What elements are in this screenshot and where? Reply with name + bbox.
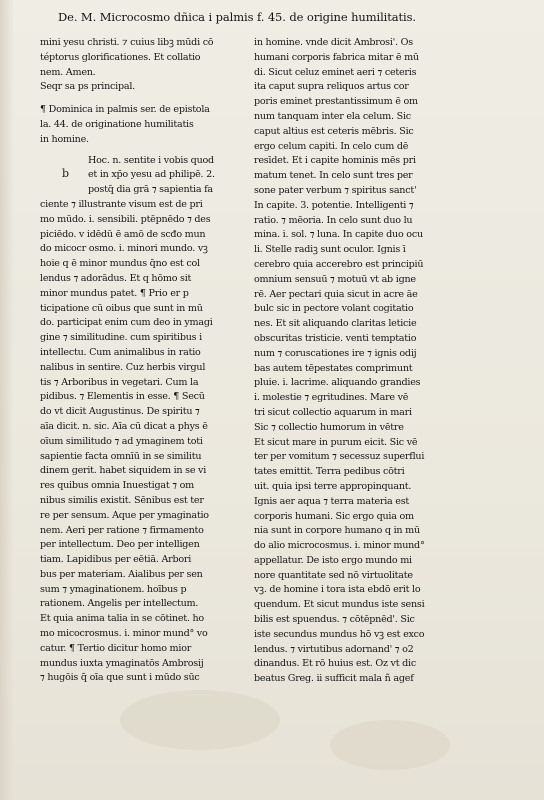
text-line: Et sicut mare in purum eicit. Sic vē	[254, 436, 418, 448]
text-line: nem. Aeri per ratione ⁊ firmamento	[40, 524, 204, 536]
marginal-letter: b	[62, 167, 70, 180]
right-column	[254, 36, 466, 687]
text-line: tis ⁊ Arboribus in vegetari. Cum la	[40, 376, 199, 388]
text-line: bulc sic in pectore volant cogitatio	[254, 303, 414, 315]
text-line: sone pater verbum ⁊ spiritus sanct'	[254, 184, 417, 196]
text-line: mo mūdo. i. sensibili. ptēpnēdo ⁊ des	[40, 213, 211, 225]
text-line: mundus iuxta ymaginatōs Ambrosij	[40, 657, 204, 669]
top-lines-block	[40, 36, 245, 95]
text-line: nalibus in sentire. Cuz herbis virgul	[40, 361, 206, 373]
text-line: tates emittit. Terra pedibus cōtri	[254, 466, 405, 478]
indented-line: Hoc. n. sentite i vobis quod	[88, 154, 214, 166]
text-line: ratio. ⁊ mēoria. In celo sunt duo lu	[254, 214, 413, 226]
text-line: do vt dicit Augustinus. De spiritu ⁊	[40, 406, 200, 418]
text-line: appellatur. De isto ergo mundo mi	[254, 554, 412, 566]
text-line: bas autem tēpestates comprimunt	[254, 362, 413, 374]
text-line: Ignis aer aqua ⁊ terra materia est	[254, 495, 410, 507]
text-line: ergo celum capiti. In celo cum dē	[254, 140, 409, 152]
text-line: oīum similitudo ⁊ ad ymaginem toti	[40, 435, 203, 447]
heading-line: in homine.	[40, 133, 89, 145]
indented-line: postq̄ dia grā ⁊ sapientia fa	[88, 184, 213, 196]
text-line: corporis humani. Sic ergo quia om	[254, 510, 414, 522]
text-line: gine ⁊ similitudine. cum spiritibus i	[40, 332, 202, 344]
spacer	[40, 95, 245, 103]
text-line: i. molestie ⁊ egritudines. Mare vē	[254, 392, 409, 404]
text-line: ⁊ hugōis q̄ oīa que sunt i mūdo sūc	[40, 672, 200, 684]
text-line: nibus similis existit. Sēnibus est ter	[40, 494, 204, 506]
text-line: tiam. Lapidibus per eētiā. Arbori	[40, 554, 192, 566]
text-line: tri sicut collectio aquarum in mari	[254, 406, 412, 418]
text-line: minor mundus patet. ¶ Prio er p	[40, 287, 189, 299]
text-line: re per sensum. Aque per ymaginatio	[40, 509, 209, 521]
text-line: di. Sicut celuz eminet aeri ⁊ ceteris	[254, 66, 417, 78]
text-line: resīdet. Et i capite hominis mēs pri	[254, 155, 416, 167]
heading-line: la. 44. de originatione humilitatis	[40, 118, 194, 130]
right-body-text	[254, 36, 466, 687]
text-line: bus per materiam. Aialibus per sen	[40, 568, 203, 580]
text-line: bilis est spuendus. ⁊ cōtēpnēd'. Sic	[254, 614, 415, 626]
text-line: dinandus. Et rō huius est. Oz vt dic	[254, 658, 416, 670]
text-line: mo micocrosmus. i. minor mund° vo	[40, 628, 208, 640]
text-line: nes. Et sit aliquando claritas leticie	[254, 318, 417, 330]
text-line: do micocr osmo. i. minori mundo. vꝫ	[40, 243, 208, 255]
text-line: in homine. vnde dicit Ambrosi'. Os	[254, 37, 413, 48]
text-line: res quibus omnia Inuestigat ⁊ om	[40, 480, 194, 492]
left-body-text	[40, 198, 245, 686]
text-line: ter per vomitum ⁊ secessuz superflui	[254, 451, 425, 463]
text-line: nem. Amen.	[40, 66, 96, 78]
text-line: sum ⁊ ymaginationem. hoībus p	[40, 583, 187, 595]
text-line: Sic ⁊ collectio humorum in vētre	[254, 421, 404, 433]
text-line: téptorus glorificationes. Et collatio	[40, 51, 201, 63]
text-line: per intellectum. Deo per intelligen	[40, 539, 200, 551]
paper-stain	[120, 690, 280, 750]
text-line: iste secundus mundus hō vꝫ est exco	[254, 628, 425, 640]
text-line: quendum. Et sicut mundus iste sensi	[254, 599, 425, 611]
text-line: li. Stelle radiꝫ sunt oculor. Ignis ī	[254, 244, 406, 256]
left-column	[40, 36, 245, 686]
text-line: do alio microcosmus. i. minor mund°	[254, 540, 425, 552]
text-line: lendus ⁊ adorādus. Et q hōmo sit	[40, 272, 192, 284]
text-line: beatus Greg. ii sufficit mala ñ agef	[254, 673, 414, 685]
text-line: sapientie facta omnīū in se similitu	[40, 450, 202, 462]
text-line: mini yesu christi. ⁊ cuius libꝫ mūdi cō	[40, 37, 214, 48]
text-line: pluie. i. lacrime. aliquando grandies	[254, 377, 421, 389]
text-line: aīa dicit. n. sic. Aīa cū dicat a phys ē	[40, 420, 208, 432]
indented-opening	[40, 154, 245, 198]
text-line: ciente ⁊ illustrante visum est de pri	[40, 198, 203, 210]
sermon-heading	[40, 103, 245, 147]
text-line: do. participat enim cum deo in ymagi	[40, 317, 213, 329]
running-header: De. M. Microcosmo dñica i palmis f. 45. de origine humilitatis.	[58, 10, 416, 24]
text-line: nia sunt in corpore humano q in mū	[254, 525, 420, 537]
text-line: lendus. ⁊ virtutibus adornand' ⁊ o2	[254, 643, 414, 655]
text-line: omnium sensuū ⁊ motuū vt ab igne	[254, 273, 416, 285]
text-line: catur. ¶ Tertio dicitur homo mior	[40, 642, 192, 654]
text-line: hoie q ē minor mundus q̄no est col	[40, 258, 200, 270]
text-line: Seqr sa ps principal.	[40, 81, 135, 93]
text-line: piciēdo. v idēdū ē amō de scđo mun	[40, 228, 206, 240]
text-line: ita caput supra reliquos artus cor	[254, 81, 409, 93]
heading-line: ¶ Dominica in palmis ser. de epistola	[40, 104, 210, 116]
text-line: uit. quia ipsi terre appropinquant.	[254, 480, 412, 492]
text-line: obscuritas tristicie. venti temptatio	[254, 332, 417, 344]
text-line: humani corporis fabrica mitar ē mū	[254, 51, 419, 63]
text-line: cerebro quia accerebro est principiū	[254, 258, 424, 270]
indented-line: et in xp̄o yesu ad philipē. 2.	[88, 169, 215, 181]
text-line: vꝫ. de homine i tora ista ebdō erit lo	[254, 584, 421, 596]
text-line: poris eminet prestantissimum ē om	[254, 96, 418, 108]
paper-stain	[330, 720, 450, 770]
text-line: matum tenet. In celo sunt tres per	[254, 170, 413, 182]
text-line: ticipatione cū oibus que sunt in mū	[40, 302, 203, 314]
text-line: intellectu. Cum animalibus in ratio	[40, 346, 201, 358]
text-line: nore quantitate sed nō virtuolitate	[254, 569, 413, 581]
text-line: dinem gerit. habet siquidem in se vi	[40, 465, 207, 477]
text-line: num tanquam inter ela celum. Sic	[254, 110, 411, 122]
text-line: mina. i. sol. ⁊ luna. In capite duo ocu	[254, 229, 423, 241]
text-line: In capite. 3. potentie. Intelligenti ⁊	[254, 199, 414, 211]
text-line: rē. Aer pectari quia sicut in acre āe	[254, 288, 418, 300]
text-line: pidibus. ⁊ Elementis in esse. ¶ Secū	[40, 391, 205, 403]
text-line: rationem. Angelis per intellectum.	[40, 598, 199, 610]
text-line: caput altius est ceteris mēbris. Sic	[254, 125, 414, 137]
text-line: num ⁊ coruscationes ire ⁊ ignis odij	[254, 347, 417, 359]
text-line: Et quia anima talia in se cōtinet. ho	[40, 613, 204, 625]
